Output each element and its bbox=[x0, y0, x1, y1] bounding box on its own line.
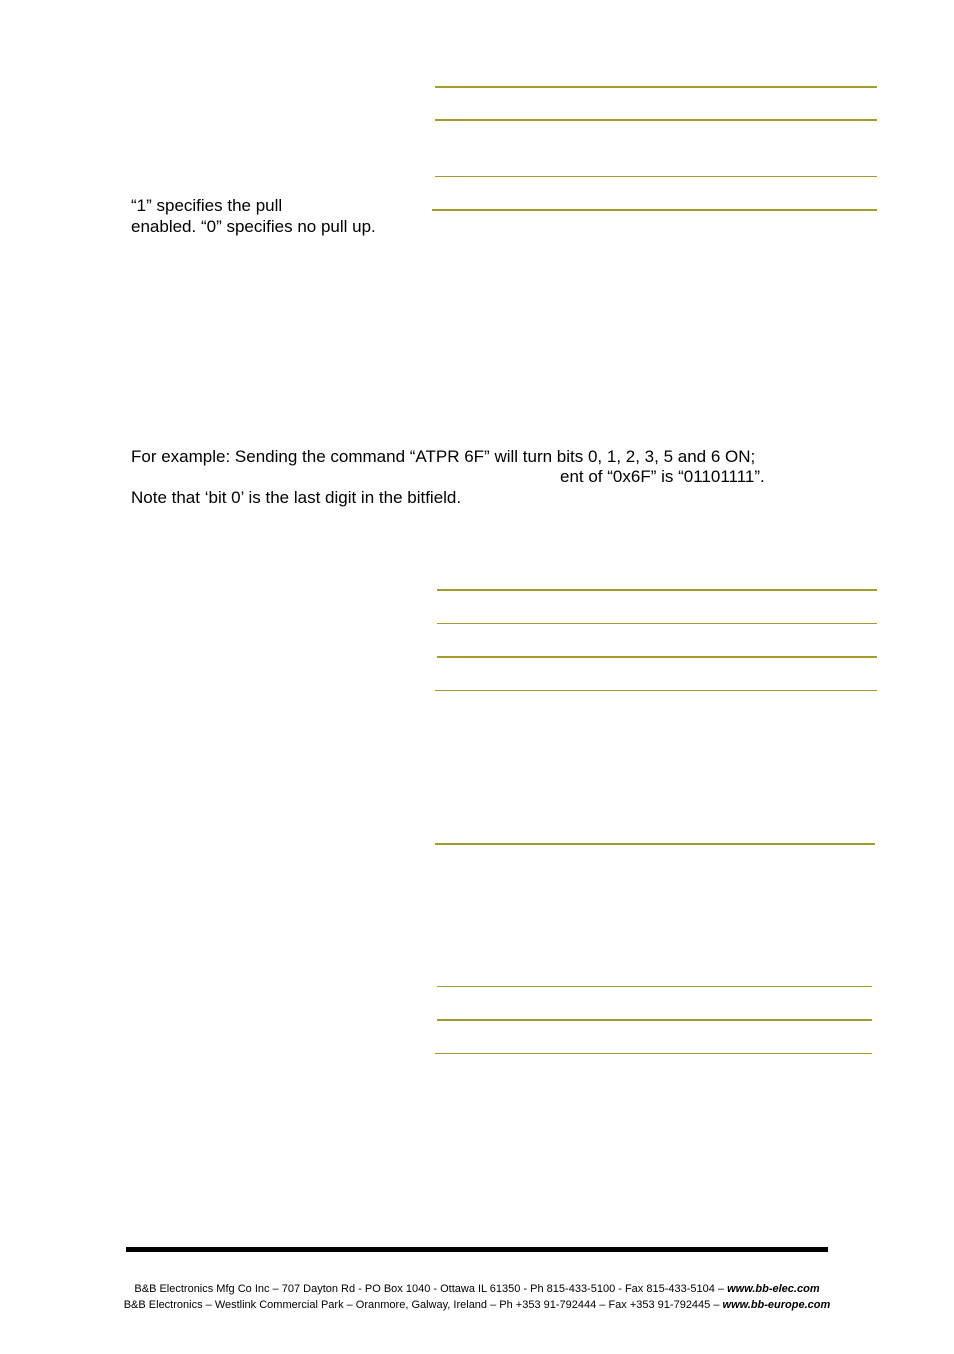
footer-eu-link[interactable]: www.bb-europe.com bbox=[722, 1299, 831, 1311]
table-rule bbox=[437, 623, 877, 624]
table-rule bbox=[437, 656, 877, 658]
footer-us-link[interactable]: www.bb-elec.com bbox=[727, 1283, 820, 1295]
pullup-note-line-2: enabled. “0” specifies no pull up. bbox=[131, 217, 376, 236]
table-rule bbox=[437, 1019, 872, 1021]
footer-divider bbox=[126, 1247, 828, 1252]
table-rule bbox=[435, 843, 875, 845]
example-line-2: ent of “0x6F” is “01101111”. bbox=[560, 467, 765, 486]
table-rule bbox=[435, 119, 877, 121]
table-rule bbox=[432, 209, 877, 211]
footer-eu-address bbox=[0, 1298, 954, 1312]
table-rule bbox=[435, 1053, 872, 1054]
table-rule bbox=[437, 589, 877, 591]
footer-eu-text: B&B Electronics – Westlink Commercial Park – Oranmore, Galway, Ireland – Ph +353 91-792444 – Fax +353 91-792445 – bbox=[123, 1299, 723, 1311]
footer-us-address bbox=[0, 1282, 954, 1296]
example-line-3: Note that ‘bit 0’ is the last digit in the bitfield. bbox=[131, 488, 462, 507]
pullup-note-line-1: “1” specifies the pull bbox=[131, 196, 283, 215]
table-rule bbox=[437, 986, 872, 987]
table-rule bbox=[435, 176, 877, 177]
footer-us-text: B&B Electronics Mfg Co Inc – 707 Dayton Rd - PO Box 1040 - Ottawa IL 61350 - Ph 815-433-5100 - Fax 815-433-5104 – bbox=[134, 1283, 728, 1295]
table-rule bbox=[435, 86, 877, 88]
table-rule bbox=[435, 690, 877, 691]
example-line-1: For example: Sending the command “ATPR 6F” will turn bits 0, 1, 2, 3, 5 and 6 ON; bbox=[131, 447, 756, 466]
